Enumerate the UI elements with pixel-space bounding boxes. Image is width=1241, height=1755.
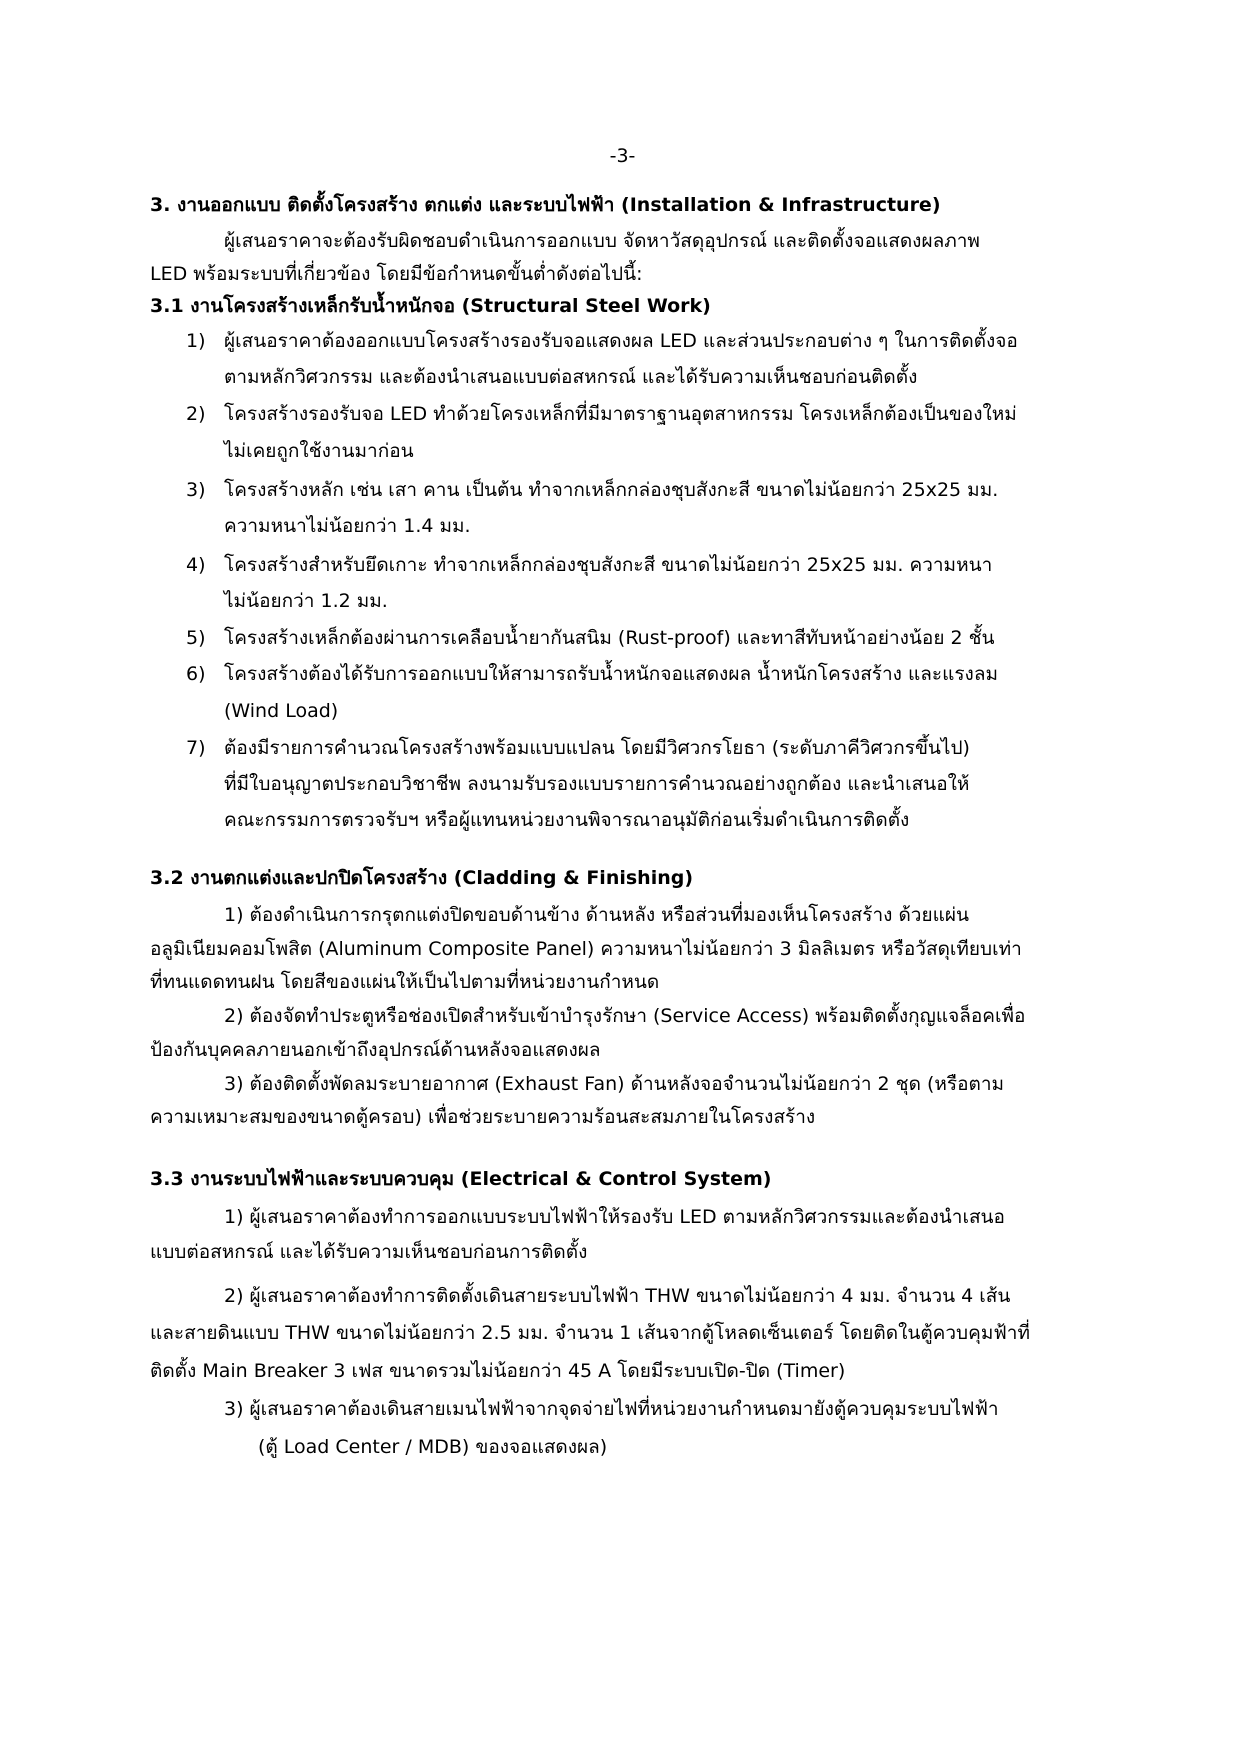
- document-page: [150, 0, 1095, 1755]
- list-item-line: โครงสร้างหลัก เช่น เสา คาน เป็นต้น ทำจากเหล็กกล่องชุบสังกะสี ขนาดไม่น้อยกว่า 25x25 มม.: [224, 479, 999, 501]
- list-item-number: 7): [186, 737, 206, 759]
- list-item-line: ความหนาไม่น้อยกว่า 1.4 มม.: [224, 515, 471, 537]
- section-3-1-heading: 3.1 งานโครงสร้างเหล็กรับน้ำหนักจอ (Structural Steel Work): [150, 295, 711, 317]
- paragraph-line: (ตู้ Load Center / MDB) ของจอแสดงผล): [258, 1436, 608, 1458]
- section-3-intro-line-2: LED พร้อมระบบที่เกี่ยวข้อง โดยมีข้อกำหนดขั้นต่ำดังต่อไปนี้:: [150, 263, 643, 285]
- list-item-number: 2): [186, 403, 206, 425]
- section-3-2-heading: 3.2 งานตกแต่งและปกปิดโครงสร้าง (Cladding & Finishing): [150, 867, 694, 889]
- paragraph-line: และสายดินแบบ THW ขนาดไม่น้อยกว่า 2.5 มม. จำนวน 1 เส้นจากตู้โหลดเซ็นเตอร์ โดยติดในตู้ควบคุมฟ้าที่: [150, 1322, 1031, 1344]
- list-item-line: คณะกรรมการตรวจรับฯ หรือผู้แทนหน่วยงานพิจารณาอนุมัติก่อนเริ่มดำเนินการติดตั้ง: [224, 809, 910, 831]
- list-item-number: 4): [186, 554, 206, 576]
- list-item-line: ไม่น้อยกว่า 1.2 มม.: [224, 590, 388, 612]
- list-item-line: โครงสร้างสำหรับยึดเกาะ ทำจากเหล็กกล่องชุบสังกะสี ขนาดไม่น้อยกว่า 25x25 มม. ความหนา: [224, 554, 993, 576]
- list-item-line: ตามหลักวิศวกรรม และต้องนำเสนอแบบต่อสหกรณ์ และได้รับความเห็นชอบก่อนติดตั้ง: [224, 366, 918, 388]
- page-number: -3-: [609, 145, 636, 167]
- list-item-line: (Wind Load): [224, 700, 339, 722]
- list-item-line: ไม่เคยถูกใช้งานมาก่อน: [224, 440, 414, 462]
- paragraph-line: 1) ต้องดำเนินการกรุตกแต่งปิดขอบด้านข้าง ด้านหลัง หรือส่วนที่มองเห็นโครงสร้าง ด้วยแผ่น: [224, 904, 969, 926]
- paragraph-line: อลูมิเนียมคอมโพสิต (Aluminum Composite Panel) ความหนาไม่น้อยกว่า 3 มิลลิเมตร หรือวัสดุเทียบเท่า: [150, 938, 1022, 960]
- list-item-line: ต้องมีรายการคำนวณโครงสร้างพร้อมแบบแปลน โดยมีวิศวกรโยธา (ระดับภาคีวิศวกรขึ้นไป): [224, 737, 970, 759]
- paragraph-line: 2) ต้องจัดทำประตูหรือช่องเปิดสำหรับเข้าบำรุงรักษา (Service Access) พร้อมติดตั้งกุญแจล็อคเพื่อ: [224, 1005, 1026, 1027]
- list-item-number: 6): [186, 663, 206, 685]
- paragraph-line: 2) ผู้เสนอราคาต้องทำการติดตั้งเดินสายระบบไฟฟ้า THW ขนาดไม่น้อยกว่า 4 มม. จำนวน 4 เส้น: [224, 1285, 1011, 1307]
- list-item-line: โครงสร้างต้องได้รับการออกแบบให้สามารถรับน้ำหนักจอแสดงผล น้ำหนักโครงสร้าง และแรงลม: [224, 663, 998, 685]
- section-3-heading: 3. งานออกแบบ ติดตั้งโครงสร้าง ตกแต่ง และระบบไฟฟ้า (Installation & Infrastructure): [150, 194, 941, 216]
- paragraph-line: ติดตั้ง Main Breaker 3 เฟส ขนาดรวมไม่น้อยกว่า 45 A โดยมีระบบเปิด-ปิด (Timer): [150, 1360, 846, 1382]
- paragraph-line: ป้องกันบุคคลภายนอกเข้าถึงอุปกรณ์ด้านหลังจอแสดงผล: [150, 1039, 601, 1061]
- paragraph-line: 3) ผู้เสนอราคาต้องเดินสายเมนไฟฟ้าจากจุดจ่ายไฟที่หน่วยงานกำหนดมายังตู้ควบคุมระบบไฟฟ้า: [224, 1398, 999, 1420]
- section-3-3-heading: 3.3 งานระบบไฟฟ้าและระบบควบคุม (Electrical & Control System): [150, 1168, 772, 1190]
- list-item-number: 1): [186, 330, 206, 352]
- paragraph-line: ที่ทนแดดทนฝน โดยสีของแผ่นให้เป็นไปตามที่หน่วยงานกำหนด: [150, 971, 660, 993]
- paragraph-line: แบบต่อสหกรณ์ และได้รับความเห็นชอบก่อนการติดตั้ง: [150, 1241, 588, 1263]
- list-item-number: 3): [186, 479, 206, 501]
- paragraph-line: 1) ผู้เสนอราคาต้องทำการออกแบบระบบไฟฟ้าให้รองรับ LED ตามหลักวิศวกรรมและต้องนำเสนอ: [224, 1206, 1005, 1228]
- list-item-line: โครงสร้างเหล็กต้องผ่านการเคลือบน้ำยากันสนิม (Rust-proof) และทาสีทับหน้าอย่างน้อย 2 ชั้น: [224, 627, 995, 649]
- section-3-intro-line-1: ผู้เสนอราคาจะต้องรับผิดชอบดำเนินการออกแบบ จัดหาวัสดุอุปกรณ์ และติดตั้งจอแสดงผลภาพ: [224, 230, 980, 252]
- paragraph-line: 3) ต้องติดตั้งพัดลมระบายอากาศ (Exhaust Fan) ด้านหลังจอจำนวนไม่น้อยกว่า 2 ชุด (หรือตาม: [224, 1073, 1005, 1095]
- paragraph-line: ความเหมาะสมของขนาดตู้ครอบ) เพื่อช่วยระบายความร้อนสะสมภายในโครงสร้าง: [150, 1106, 816, 1128]
- list-item-line: โครงสร้างรองรับจอ LED ทำด้วยโครงเหล็กที่มีมาตราฐานอุตสาหกรรม โครงเหล็กต้องเป็นของใหม่: [224, 403, 1017, 425]
- list-item-line: ที่มีใบอนุญาตประกอบวิชาชีพ ลงนามรับรองแบบรายการคำนวณอย่างถูกต้อง และนำเสนอให้: [224, 773, 970, 795]
- list-item-line: ผู้เสนอราคาต้องออกแบบโครงสร้างรองรับจอแสดงผล LED และส่วนประกอบต่าง ๆ ในการติดตั้งจอ: [224, 330, 1018, 352]
- list-item-number: 5): [186, 627, 206, 649]
